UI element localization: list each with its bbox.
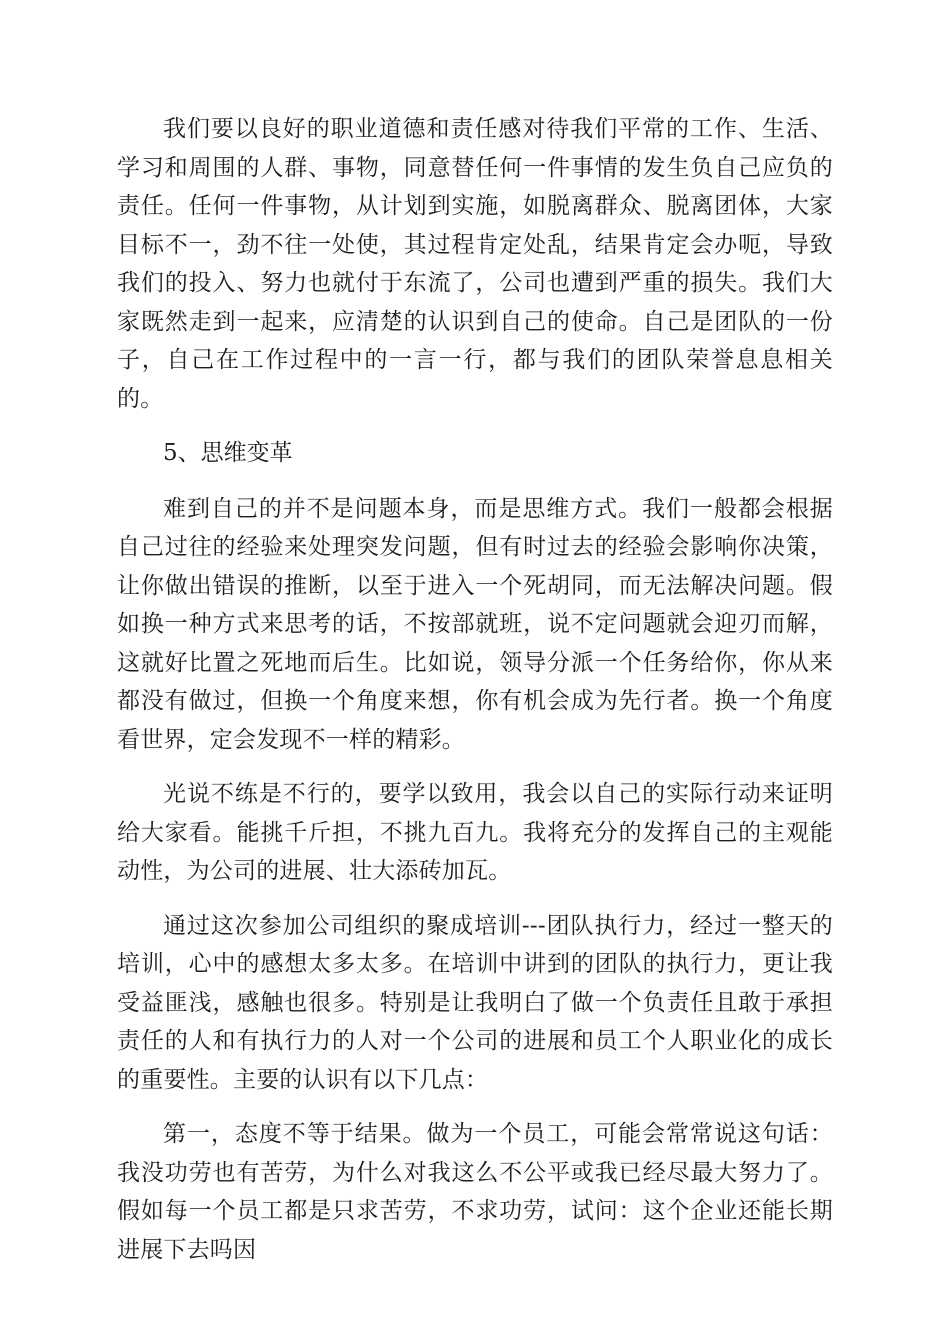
paragraph-training: 通过这次参加公司组织的聚成培训---团队执行力，经过一整天的培训，心中的感想太多太多。在培训中讲到的团队的执行力，更让我受益匪浅，感触也很多。特别是让我明白了做一个负责任且敢于承担责任的人和有执行力的人对一个公司的进展和员工个人职业化的成长的重要性。主要的认识有以下几点： — [117, 912, 833, 1093]
paragraph-attitude: 第一，态度不等于结果。做为一个员工，可能会常常说这句话：我没功劳也有苦劳，为什么对我这么不公平或我已经尽最大努力了。假如每一个员工都是只求苦劳，不求功劳，试问：这个企业还能长期进展下去吗因 — [117, 1121, 833, 1263]
document-body — [117, 110, 833, 1285]
paragraph-responsibility: 我们要以良好的职业道德和责任感对待我们平常的工作、生活、学习和周围的人群、事物，同意替任何一件事情的发生负自己应负的责任。任何一件事物，从计划到实施，如脱离群众、脱离团体，大家目标不一，劲不往一处使，其过程肯定处乱，结果肯定会办呃，导致我们的投入、努力也就付于东流了，公司也遭到严重的损失。我们大家既然走到一起来，应清楚的认识到自己的使命。自己是团队的一份子，自己在工作过程中的一言一行，都与我们的团队荣誉息息相关的。 — [117, 116, 833, 412]
paragraph-action: 光说不练是不行的，要学以致用，我会以自己的实际行动来证明给大家看。能挑千斤担，不挑九百九。我将充分的发挥自己的主观能动性，为公司的进展、壮大添砖加瓦。 — [117, 781, 833, 884]
paragraph-thinking-method: 难到自己的并不是问题本身，而是思维方式。我们一般都会根据自己过往的经验来处理突发问题，但有时过去的经验会影响你决策，让你做出错误的推断，以至于进入一个死胡同，而无法解决问题。假如换一种方式来思考的话，不按部就班，说不定问题就会迎刃而解，这就好比置之死地而后生。比如说，领导分派一个任务给你，你从来都没有做过，但换一个角度来想，你有机会成为先行者。换一个角度看世界，定会发现不一样的精彩。 — [117, 495, 833, 753]
section-heading-thinking-change: 5、思维变革 — [163, 440, 293, 466]
